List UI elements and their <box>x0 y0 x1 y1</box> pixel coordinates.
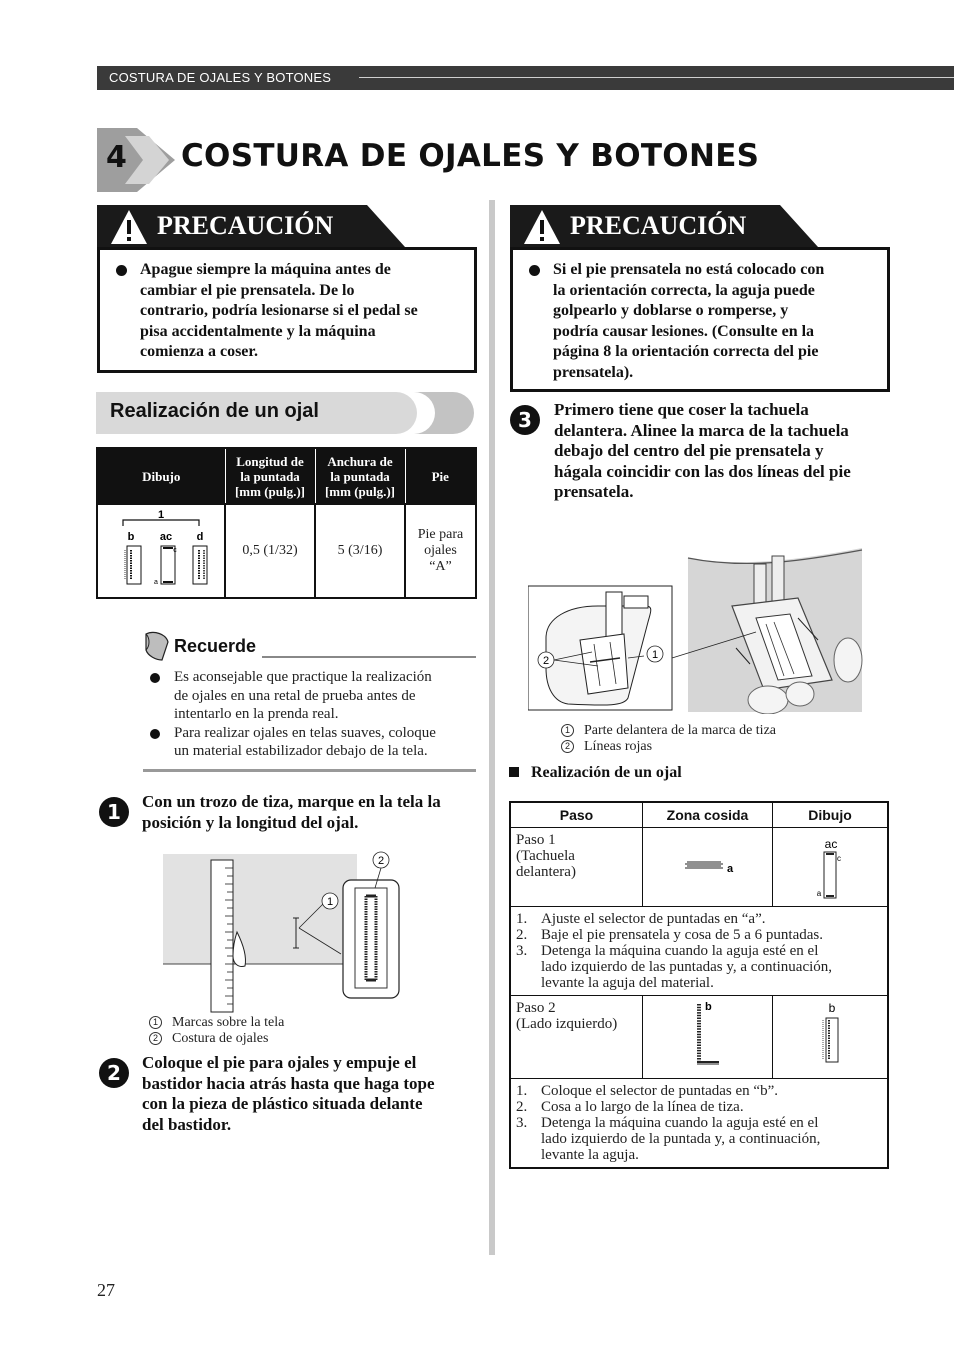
header-paso: Paso <box>510 802 643 827</box>
recuerde-line: un material estabilizador debajo de la tela. <box>174 743 428 759</box>
caution-item <box>112 260 464 363</box>
table-header-row <box>97 448 476 504</box>
diagram-label: a <box>816 888 822 898</box>
diagram-label: 1 <box>157 508 165 521</box>
instruction-item <box>516 1083 882 1099</box>
instruction-list <box>516 911 882 991</box>
warning-icon <box>522 208 562 246</box>
instructions-cell <box>510 906 888 995</box>
warning-icon <box>109 208 149 246</box>
bullet-icon <box>150 729 160 739</box>
recuerde-line: Es aconsejable que practique la realización <box>174 669 432 685</box>
instruction-line: Ajuste el selector de puntadas en “a”. <box>541 910 766 927</box>
instruction-list <box>516 1083 882 1163</box>
table-header-row <box>510 802 888 827</box>
header-line: [mm (pulg.)] <box>324 483 396 499</box>
step-3-badge: 3 <box>510 405 540 435</box>
step-line: prensatela. <box>554 482 634 502</box>
caption-number: 1 <box>149 1016 162 1029</box>
instruction-item <box>516 1115 882 1163</box>
instruction-line: Baje el pie prensatela y cosa de 5 a 6 puntadas. <box>541 926 823 943</box>
table-row <box>97 504 476 598</box>
instruction-number: 1. <box>516 1082 528 1099</box>
callout-1: 1 <box>326 896 334 908</box>
bullet-icon <box>150 673 160 683</box>
recuerde-rule <box>262 656 476 658</box>
foot-line: ojales <box>424 543 457 558</box>
table-row <box>510 1078 888 1168</box>
header-line: [mm (pulg.)] <box>234 483 306 499</box>
recuerde-item <box>146 668 476 724</box>
table-row <box>510 827 888 906</box>
instructions-cell <box>510 1078 888 1168</box>
fig3-caption-1 <box>561 723 776 739</box>
caution-line: comienza a coser. <box>140 343 259 361</box>
header-longitud <box>225 448 315 504</box>
header-line: la puntada <box>330 468 390 484</box>
memo-icon <box>140 630 172 662</box>
caution-line: cambiar el pie prensatela. De lo <box>140 281 355 299</box>
recuerde-item <box>146 724 476 761</box>
fig1-caption-1 <box>149 1015 284 1031</box>
recuerde-title: Recuerde <box>174 636 257 656</box>
square-bullet-icon <box>509 767 519 777</box>
diagram-label: ac <box>824 836 838 851</box>
recuerde-list <box>146 668 476 761</box>
callout-2: 2 <box>542 655 550 667</box>
caution-left <box>97 205 477 373</box>
step-line: bastidor hacia atrás hasta que haga tope <box>142 1073 435 1093</box>
diagram-label: b <box>127 530 135 543</box>
caption-text: Marcas sobre la tela <box>172 1015 285 1030</box>
instruction-number: 3. <box>516 1114 528 1131</box>
header-line: Dibujo <box>142 468 181 484</box>
caption-text: Costura de ojales <box>172 1031 269 1046</box>
bullet-icon <box>116 265 127 276</box>
fig1-caption-2 <box>149 1031 268 1047</box>
instruction-line: levante la aguja. <box>541 1146 639 1163</box>
caution-line: pisa accidentalmente y la máquina <box>140 322 376 340</box>
chapter-number: 4 <box>106 140 127 175</box>
step-line: con la pieza de plástico situada delante <box>142 1094 423 1114</box>
foot-line: “A” <box>429 559 452 574</box>
header-line: Longitud de <box>236 453 304 469</box>
step-1-badge: 1 <box>99 797 129 827</box>
caution-tab <box>510 205 820 247</box>
caution-line: golpearlo y doblarse o romperse, y <box>553 302 789 320</box>
zona-cell <box>643 827 773 906</box>
dibujo-cell <box>773 827 889 906</box>
paso-line: delantera) <box>516 863 576 880</box>
dibujo-cell <box>773 995 889 1078</box>
step-2-badge: 2 <box>99 1058 129 1088</box>
stitch-length: 0,5 (1/32) <box>225 504 315 598</box>
header-dibujo: Dibujo <box>773 802 889 827</box>
caution-line: podría causar lesiones. (Consulte en la <box>553 322 815 340</box>
sub-heading <box>509 764 682 782</box>
diagram-label: ac <box>159 530 173 543</box>
step-1-text <box>142 792 478 833</box>
caution-line: prensatela). <box>553 363 634 381</box>
step-2-text <box>142 1053 478 1135</box>
paso-line: Paso 2 <box>516 999 556 1016</box>
header-anchura <box>315 448 405 504</box>
instruction-line: Coloque el selector de puntadas en “b”. <box>541 1082 778 1099</box>
header-line: Anchura de <box>327 453 393 469</box>
sub-heading-text: Realización de un ojal <box>531 764 682 781</box>
recuerde-line: Para realizar ojales en telas suaves, coloque <box>174 724 436 741</box>
instruction-item <box>516 943 882 991</box>
instruction-number: 1. <box>516 910 528 927</box>
step-line: posición y la longitud del ojal. <box>142 812 359 832</box>
caption-text: Líneas rojas <box>584 739 653 754</box>
figure-chalk-marks <box>163 848 413 1014</box>
step-line: Primero tiene que coser la tachuela <box>554 400 809 419</box>
bartack-diagram <box>773 828 887 902</box>
caution-right <box>510 205 890 392</box>
caution-tab <box>97 205 407 247</box>
step-line: del bastidor. <box>142 1114 232 1134</box>
callout-2: 2 <box>377 855 385 867</box>
instruction-item <box>516 927 882 943</box>
zona-label: b <box>705 1000 712 1013</box>
paso-line: (Tachuela <box>516 847 575 864</box>
caption-number: 2 <box>149 1032 162 1045</box>
paso-line: (Lado izquierdo) <box>516 1015 618 1032</box>
recuerde-bottom-rule <box>143 769 476 772</box>
caution-title: PRECAUCIÓN <box>157 211 334 240</box>
diagram-label: c <box>837 853 841 863</box>
page-title: COSTURA DE OJALES Y BOTONES <box>181 138 760 174</box>
caution-line: contrario, podría lesionarse si el pedal se <box>140 302 418 320</box>
caution-line: página 8 la orientación correcta del pie <box>553 343 819 361</box>
caution-line: la orientación correcta, la aguja puede <box>553 281 815 299</box>
paso-cell <box>510 827 643 906</box>
table-row <box>510 906 888 995</box>
stitch-table <box>96 447 477 599</box>
instruction-item <box>516 911 882 927</box>
instruction-line: Cosa a lo largo de la línea de tiza. <box>541 1098 744 1115</box>
header-line: la puntada <box>240 468 300 484</box>
caution-item <box>525 260 877 384</box>
instruction-line: Detenga la máquina cuando la aguja esté en el <box>541 942 819 959</box>
step-line: Coloque el pie para ojales y empuje el <box>142 1053 417 1072</box>
presser-foot <box>405 504 476 598</box>
paso-line: Paso 1 <box>516 831 556 848</box>
recuerde-line: de ojales en una retal de prueba antes de <box>174 687 416 704</box>
paso-cell <box>510 995 643 1078</box>
left-side-stitch-icon <box>643 996 771 1074</box>
instruction-number: 2. <box>516 1098 528 1115</box>
running-header <box>97 66 954 90</box>
zona-cell <box>643 995 773 1078</box>
zona-label: a <box>727 862 734 875</box>
fig3-caption-2 <box>561 739 652 755</box>
caution-line: Si el pie prensatela no está colocado con <box>553 261 825 278</box>
diagram-label: d <box>196 530 204 543</box>
header-zona: Zona cosida <box>643 802 773 827</box>
bullet-icon <box>529 265 540 276</box>
caution-title: PRECAUCIÓN <box>570 211 747 240</box>
step-line: hágala coincidir con las dos líneas del pie <box>554 461 851 481</box>
running-header-text: COSTURA DE OJALES Y BOTONES <box>109 70 332 85</box>
bartack-stitch-icon <box>643 828 771 902</box>
caption-number: 1 <box>561 724 574 737</box>
buttonhole-steps-table <box>509 801 889 1169</box>
column-divider <box>489 200 495 1255</box>
diagram-label: c <box>173 546 177 554</box>
caption-text: Parte delantera de la marca de tiza <box>584 723 776 738</box>
left-side-diagram <box>773 996 887 1074</box>
instruction-number: 3. <box>516 942 528 959</box>
stitch-width: 5 (3/16) <box>315 504 405 598</box>
section-title: Realización de un ojal <box>110 400 319 422</box>
header-pie <box>405 448 476 504</box>
buttonhole-stitch-diagram <box>101 506 221 592</box>
recuerde-line: intentarlo en la prenda real. <box>174 706 339 722</box>
step-line: Con un trozo de tiza, marque en la tela la <box>142 792 441 811</box>
instruction-line: lado izquierdo de la puntada y, a continuación, <box>541 1130 821 1147</box>
table-row <box>510 995 888 1078</box>
caption-number: 2 <box>561 740 574 753</box>
diagram-label: a <box>154 578 158 586</box>
caution-box <box>97 247 477 373</box>
instruction-number: 2. <box>516 926 528 943</box>
header-dibujo <box>97 448 225 504</box>
instruction-line: lado izquierdo de las puntadas y, a continuación, <box>541 958 833 975</box>
figure-presser-foot <box>528 548 864 714</box>
step-line: delantera. Alinee la marca de la tachuela <box>554 420 849 440</box>
diagram-label: b <box>828 1000 836 1015</box>
step-line: debajo del centro del pie prensatela y <box>554 441 824 461</box>
foot-line: Pie para <box>417 527 464 542</box>
caution-line: Apague siempre la máquina antes de <box>140 261 391 278</box>
caution-box <box>510 247 890 392</box>
page-number: 27 <box>97 1280 115 1300</box>
callout-1: 1 <box>651 649 659 661</box>
step-3-text <box>554 400 890 503</box>
instruction-item <box>516 1099 882 1115</box>
stitch-diagram-cell <box>97 504 225 598</box>
header-rule <box>359 77 954 78</box>
header-line: Pie <box>431 468 449 484</box>
instruction-line: Detenga la máquina cuando la aguja esté en el <box>541 1114 819 1131</box>
instruction-line: levante la aguja del material. <box>541 974 714 991</box>
